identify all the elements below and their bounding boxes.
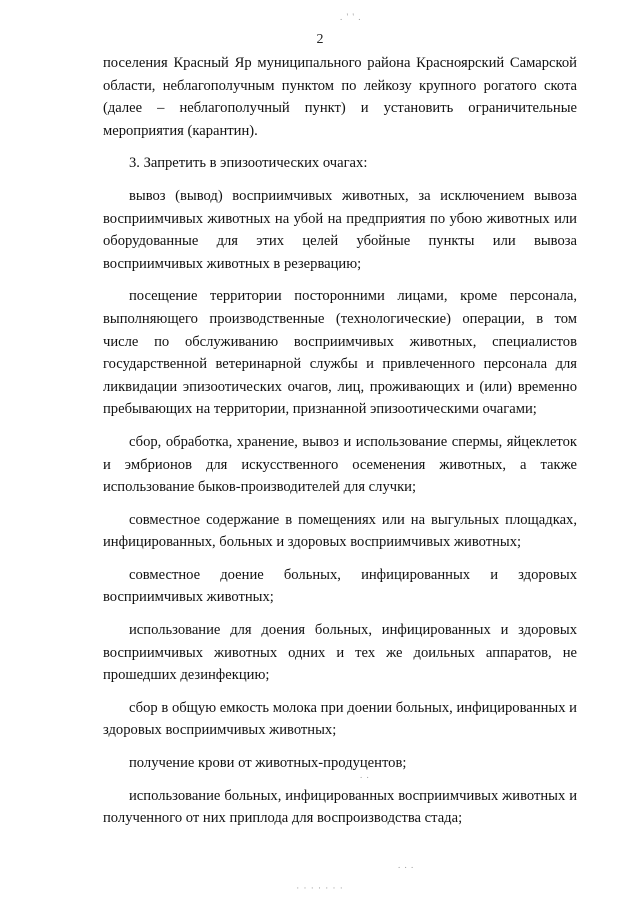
scan-artifact-top: . ' ' .	[340, 12, 362, 22]
paragraph-item-3: 3. Запретить в эпизоотических очагах:	[129, 155, 368, 172]
scan-artifact-mid: . .	[360, 770, 370, 780]
paragraph-ban-joint-keeping: совместное содержание в помещениях или на выгульных площадках, инфицированных, больных и здоровых восприимчивых животных;	[103, 511, 577, 551]
paragraph-ban-export: вывоз (вывод) восприимчивых животных, за исключением вывоза восприимчивых животных на убой на предприятия по убою животных или оборудованные для этих целей убойные пункты или вывоза восприимчивых животных в резервацию;	[103, 187, 577, 272]
paragraph-ban-blood: получение крови от животных-продуцентов;	[129, 755, 407, 772]
paragraph-ban-sperm: сбор, обработка, хранение, вывоз и использование спермы, яйцеклеток и эмбрионов для искусственного осеменения животных, а также использование быков-производителей для случки;	[103, 433, 577, 496]
page-number: 2	[316, 32, 324, 47]
paragraph-ban-shared-machines: использование для доения больных, инфицированных и здоровых восприимчивых животных одних и тех же доильных аппаратов, не прошедших дезинфекцию;	[103, 622, 577, 684]
paragraph-ban-visits: посещение территории посторонними лицами, кроме персонала, выполняющего производственные (технологические) операции, в том числе по обслуживанию восприимчивых животных, специалистов государственной ветеринарной службы и привлеченного персонала для ликвидации эпизоотических очагов, лиц, проживающих и (или) временно пребывающих на территории, признанной эпизоотическими очагами;	[103, 288, 577, 418]
paragraph-ban-reproduction: использование больных, инфицированных восприимчивых животных и полученного от них приплода для воспроизводства стада;	[103, 787, 577, 827]
paragraph-continuation: поселения Красный Яр муниципального района Красноярский Самарской области, неблагополучным пунктом по лейкозу крупного рогатого скота (далее – неблагополучный пункт) и установить ограничительные мероприятия (карантин).	[103, 55, 577, 139]
scan-artifact-low: . . .	[398, 860, 415, 870]
document-body	[103, 52, 577, 840]
scan-artifact-footer: · · · · · · ·	[296, 883, 344, 893]
paragraph-ban-joint-milking: совместное доение больных, инфицированных и здоровых восприимчивых животных;	[103, 566, 577, 606]
paragraph-ban-milk-collection: сбор в общую емкость молока при доении больных, инфицированных и здоровых восприимчивых животных;	[103, 699, 577, 739]
